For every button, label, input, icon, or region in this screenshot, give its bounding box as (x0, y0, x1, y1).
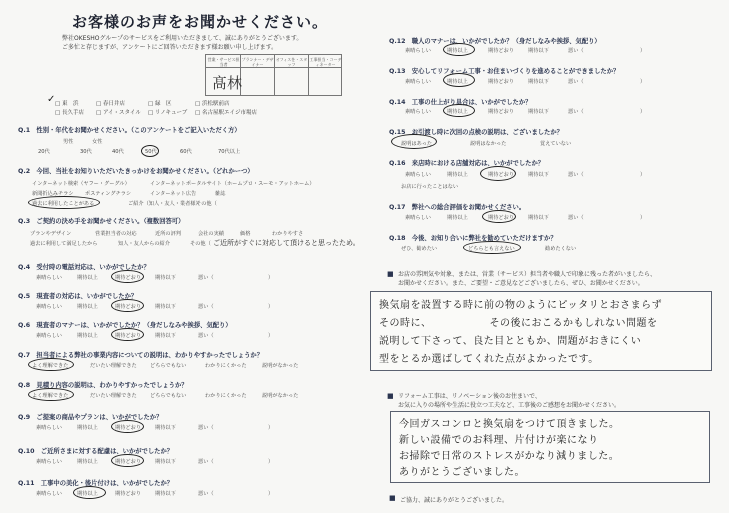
q16-option[interactable]: 期待以下 (528, 172, 549, 178)
q3-option[interactable]: 過去に利用して満足したから (30, 241, 98, 247)
store-checkbox[interactable]: □ 東 浜 (55, 101, 79, 107)
store-checkbox[interactable]: □ リノキューブ (148, 110, 188, 116)
q13-option[interactable]: 悪い（ (568, 79, 584, 85)
q1-option[interactable]: 30代 (80, 149, 92, 155)
free2-answer-box[interactable] (390, 411, 710, 483)
question-5-label: Q.5 現査者の対応は、いかがでしたか？ (18, 293, 138, 300)
question-2-label: Q.2 今回、当社をお知りいただいたきっかけをお聞かせください。（どれかーつ） (18, 168, 254, 175)
q11-option[interactable]: 期待以上 (77, 491, 98, 497)
question-6-label: Q.6 現査者のマナーは、いかがでしたか？（身だしなみや挨拶、気配り） (18, 322, 232, 329)
q13-option[interactable]: 期待どおり (488, 79, 514, 85)
question-1-label: Q.1 性別・年代をお聞かせください。（このアンケートをご記入いただく方） (18, 127, 241, 134)
section-marker-icon: ■ (389, 494, 396, 502)
answer-circle (391, 134, 437, 149)
q16-option[interactable]: 素晴らしい (405, 172, 431, 178)
q14-option[interactable]: 期待どおり (488, 109, 514, 115)
free1-prompt-line: お店の雰囲気や対象、または、営業（サービス）担当者や職人で印象に残った者がいましたら、 (398, 271, 657, 278)
q3-option[interactable]: 会社の実績 (198, 231, 224, 237)
free1-handwritten-line: 説明して下さって、良た目とともか、問題がおきにくい (379, 336, 642, 347)
q17-option[interactable]: 期待以上 (447, 215, 468, 221)
store-checkbox[interactable]: □ アイ・スタイル (96, 110, 141, 116)
q3-option[interactable]: わかりやすさ (272, 231, 304, 237)
q17-option[interactable]: 素晴らしい (405, 215, 431, 221)
intro-text (62, 34, 302, 52)
answer-circle (111, 270, 144, 283)
store-checkbox[interactable]: □ 長久手店 (55, 110, 84, 116)
section-marker-icon: ■ (387, 270, 394, 278)
q12-option[interactable]: 悪い（ (568, 48, 584, 54)
question-12-label: Q.12 職人のマナーは、いかがでしたか？（身だしなみや挨拶、気配り） (389, 38, 601, 45)
q10-option[interactable]: 素晴らしい (36, 459, 62, 465)
q18-option[interactable]: 勧めたくない (545, 246, 577, 252)
question-10-label: Q.10 ご近所さまに対する配慮は、いかがでしたか？ (18, 448, 174, 455)
q10-option[interactable]: 期待以下 (155, 459, 176, 465)
q2-option[interactable]: 過去に利用したことがある (32, 201, 95, 207)
q16-option[interactable]: 期待以上 (447, 172, 468, 178)
q18-option[interactable]: どちらとも言えない (468, 246, 515, 252)
q17-option[interactable]: 期待どおり (488, 215, 514, 221)
q8-option[interactable]: どちらでもない (150, 393, 187, 399)
q16-option[interactable]: お店に行ったことはない (401, 184, 459, 190)
q1-option[interactable]: 70代以上 (218, 149, 241, 155)
question-16-label: Q.16 来店時における店舗対応は、いかがでしたか？ (389, 160, 545, 167)
q8-option[interactable]: わかりにくかった (205, 393, 247, 399)
answer-circle (111, 328, 144, 341)
free1-handwritten-line: その時に、 その後におこるかもしれない問題を (379, 318, 658, 329)
q1-option[interactable]: 40代 (112, 149, 124, 155)
answer-circle (480, 166, 516, 181)
q1-option[interactable]: 60代 (180, 149, 192, 155)
q1-option[interactable]: 20代 (38, 149, 50, 155)
q8-option[interactable]: よく理解できた (32, 393, 69, 399)
free2-handwritten-line: ありがとうございました。 (399, 467, 525, 478)
staff-name-handwritten: 髙林 (212, 74, 243, 92)
free2-handwritten-line: 新しい設備でのお料理、片付けが楽になり (399, 435, 599, 446)
question-17-label: Q.17 弊社への総合評価をお聞かせください。 (389, 204, 526, 211)
q3-option[interactable]: 営業担当者の対応 (95, 231, 137, 237)
q2-option[interactable]: ご紹介（知人・友人・業者様） (128, 201, 201, 207)
q10-option[interactable]: 悪い（ (198, 459, 214, 465)
section-marker-icon: ■ (387, 392, 394, 400)
q5-option[interactable]: 期待以下 (155, 304, 176, 310)
q4-option[interactable]: 素晴らしい (36, 275, 62, 281)
q16-option[interactable]: 期待どおり (488, 172, 514, 178)
q2-option[interactable]: 雑誌 (215, 191, 226, 197)
q14-option[interactable]: 期待以下 (528, 109, 549, 115)
staff-header: プランナー・デザイナー (241, 57, 274, 67)
q7-option[interactable]: 説明がなかった (262, 363, 299, 369)
q2-option[interactable]: インターネットポータルサイト（ホームプロ・スーモ・アットホーム） (150, 181, 315, 187)
q11-option[interactable]: 悪い（ (198, 491, 214, 497)
question-8-label: Q.8 見積り内容の説明は、わかりやすかったでしょうか？ (18, 382, 188, 389)
q13-option[interactable]: 期待以上 (447, 79, 468, 85)
question-3-label: Q.3 ご契約の決め手をお聞かせください。（複数回答可） (18, 218, 185, 225)
answer-circle (28, 196, 100, 209)
q1-option[interactable]: 50代 (145, 149, 157, 155)
q2-option[interactable]: インターネット検索（ヤフー・グーグル） (32, 181, 130, 187)
store-checkbox[interactable]: □ 浜松駅前店 (195, 101, 230, 107)
q9-option[interactable]: 期待どおり (115, 425, 141, 431)
q9-option[interactable]: 素晴らしい (36, 425, 62, 431)
q7-option[interactable]: どちらでもない (150, 363, 187, 369)
q6-option[interactable]: 素晴らしい (36, 333, 62, 339)
q4-option[interactable]: 期待以上 (77, 275, 98, 281)
store-checkbox[interactable]: □ 緑 区 (148, 101, 172, 107)
free1-handwritten-line: 換気扇を設置する時に前の物のようにピッタリとおさまらず (379, 300, 663, 311)
q4-option[interactable]: 期待どおり (115, 275, 141, 281)
q12-option[interactable]: 期待どおり (488, 48, 514, 54)
question-18-label: Q.18 今後、お知り合いに弊社を勧めていただけますか？ (389, 235, 557, 242)
q11-option[interactable]: 期待どおり (115, 491, 141, 497)
q3-handwritten-answer: ご近所がすぐに対応して頂けると思ったため。 (213, 239, 360, 247)
answer-circle (111, 420, 144, 433)
q5-option[interactable]: 素晴らしい (36, 304, 62, 310)
q5-option[interactable]: 悪い（ (198, 304, 214, 310)
q12-option[interactable]: 期待以上 (447, 48, 468, 54)
q2-option[interactable]: その他（ (196, 201, 217, 207)
question-11-label: Q.11 工事中の美化・後片付けは、いかがでしたか？ (18, 480, 174, 487)
q6-option[interactable]: 期待以下 (155, 333, 176, 339)
q17-option[interactable]: 悪い（ (568, 215, 584, 221)
free2-prompt-line: リフォーム工事は、リノベーション後のお住まいで、 (398, 393, 541, 400)
free1-prompt-line: お聞かせください。また、ご要望・ご意見などございましたら、ぜひ、お聞かせください。 (398, 280, 644, 287)
answer-circle (28, 388, 74, 401)
free2-prompt-line: お気に入りの場所や生活に役立つ工夫など、工事後のご感想をお聞かせください。 (398, 402, 621, 409)
q7-option[interactable]: よく理解できた (32, 363, 69, 369)
q4-option[interactable]: 期待以下 (155, 275, 176, 281)
q3-option[interactable]: 価格 (240, 231, 251, 237)
q15-option[interactable]: 説明はなかった (470, 141, 507, 147)
q1-option[interactable]: 女性 (92, 139, 103, 145)
answer-circle (443, 104, 475, 117)
q18-option[interactable]: ぜひ、勧めたい (401, 246, 438, 252)
survey-title: お客様のお声をお聞かせください。 (72, 13, 329, 31)
question-9-label: Q.9 ご提案の商品やプランは、いかがでしたか？ (18, 414, 163, 421)
answer-circle (463, 241, 521, 254)
q3-option[interactable]: 近所の評判 (155, 231, 181, 237)
free1-prompt (398, 270, 656, 288)
free2-handwritten-line: お掃除で日常のストレスがかなり減りました。 (399, 451, 620, 462)
answer-circle (141, 145, 159, 157)
q14-option[interactable]: 悪い（ (568, 109, 584, 115)
q11-option[interactable]: 素晴らしい (36, 491, 62, 497)
store-checkbox[interactable]: □ 名古屋駅エイジ市場店 (195, 110, 257, 116)
q9-option[interactable]: 悪い（ (198, 425, 214, 431)
q5-option[interactable]: 期待どおり (115, 304, 141, 310)
free1-handwritten-line: 型をとるか選ばしてくれた点がよかったです。 (379, 354, 599, 365)
intro-line: ご多忙と存じますが、アンケートにご回答いただきます様お願い申し上げます。 (62, 44, 278, 51)
q3-option[interactable]: プランやデザイン (30, 231, 72, 237)
q16-option[interactable]: 悪い（ (568, 172, 584, 178)
q6-option[interactable]: 悪い（ (198, 333, 214, 339)
closing-text: ご協力、誠にありがとうございました。 (400, 497, 509, 504)
q9-option[interactable]: 期待以下 (155, 425, 176, 431)
q3-option[interactable]: その他（ (190, 241, 211, 247)
answer-circle (73, 486, 106, 499)
q12-option[interactable]: 期待以下 (528, 48, 549, 54)
q15-option[interactable]: 覚えていない (540, 141, 572, 147)
answer-circle (443, 73, 475, 87)
q9-option[interactable]: 期待以上 (77, 425, 98, 431)
free1-answer-box[interactable] (370, 291, 712, 371)
q5-option[interactable]: 期待以上 (77, 304, 98, 310)
question-15-label: Q.15 お引渡し時に次回の点検の説明は、ございましたか？ (389, 129, 563, 136)
check-mark-icon: ✓ (47, 94, 56, 105)
question-13-label: Q.13 安心してリフォーム工事・お住まいづくりを進めることができましたか？ (389, 68, 620, 75)
q10-option[interactable]: 期待どおり (115, 459, 141, 465)
q7-option[interactable]: だいたい理解できた (90, 363, 137, 369)
question-4-label: Q.4 受付時の電話対応は、いかがでしたか？ (18, 264, 150, 271)
q14-option[interactable]: 素晴らしい (405, 109, 431, 115)
q7-option[interactable]: わかりにくかった (205, 363, 247, 369)
q6-option[interactable]: 期待以上 (77, 333, 98, 339)
store-checkbox[interactable]: □ 春日井店 (96, 101, 125, 107)
intro-line: 弊社OKESHOグループのサービスをご利用いただきまして、誠にありがとうございます。 (62, 35, 303, 42)
answer-circle (111, 299, 144, 312)
q10-option[interactable]: 期待以上 (77, 459, 98, 465)
q15-option[interactable]: 説明はあった (401, 141, 433, 147)
answer-circle (28, 358, 74, 371)
q12-option[interactable]: 素晴らしい (405, 48, 431, 54)
q17-option[interactable]: 期待以下 (528, 215, 549, 221)
q4-option[interactable]: 悪い（ (198, 275, 214, 281)
answer-circle (443, 43, 475, 56)
question-14-label: Q.14 工事の仕上がり具合は、いかがでしたか？ (389, 99, 532, 106)
q2-option[interactable]: 新聞折込みチラシ (32, 191, 74, 197)
free2-handwritten-line: 今回ガスコンロと換気扇をつけて頂きました。 (399, 419, 620, 430)
q14-option[interactable]: 期待以上 (447, 109, 468, 115)
answer-circle (482, 210, 516, 223)
q13-option[interactable]: 素晴らしい (405, 79, 431, 85)
free2-prompt (398, 392, 620, 410)
q1-option[interactable]: 男性 (63, 139, 74, 145)
q8-option[interactable]: だいたい理解できた (90, 393, 137, 399)
q6-option[interactable]: 期待どおり (115, 333, 141, 339)
staff-header: 工事担当・コーディネーター (309, 57, 342, 67)
staff-header: オフィスを・スタッフ (275, 57, 308, 67)
q2-option[interactable]: インターネット広告 (150, 191, 197, 197)
q8-option[interactable]: 説明がなかった (262, 393, 299, 399)
question-7-label: Q.7 担当者による弊社の事業内容についての説明は、わかりやすかったでしょうか？ (18, 352, 263, 359)
q11-option[interactable]: 期待以下 (155, 491, 176, 497)
answer-circle (111, 454, 144, 467)
q13-option[interactable]: 期待以下 (528, 79, 549, 85)
q2-option[interactable]: ポスティングチラシ (85, 191, 132, 197)
q3-option[interactable]: 知人・友人からの紹介 (118, 241, 170, 247)
staff-header: 営業・サービス担当者 (207, 57, 240, 67)
